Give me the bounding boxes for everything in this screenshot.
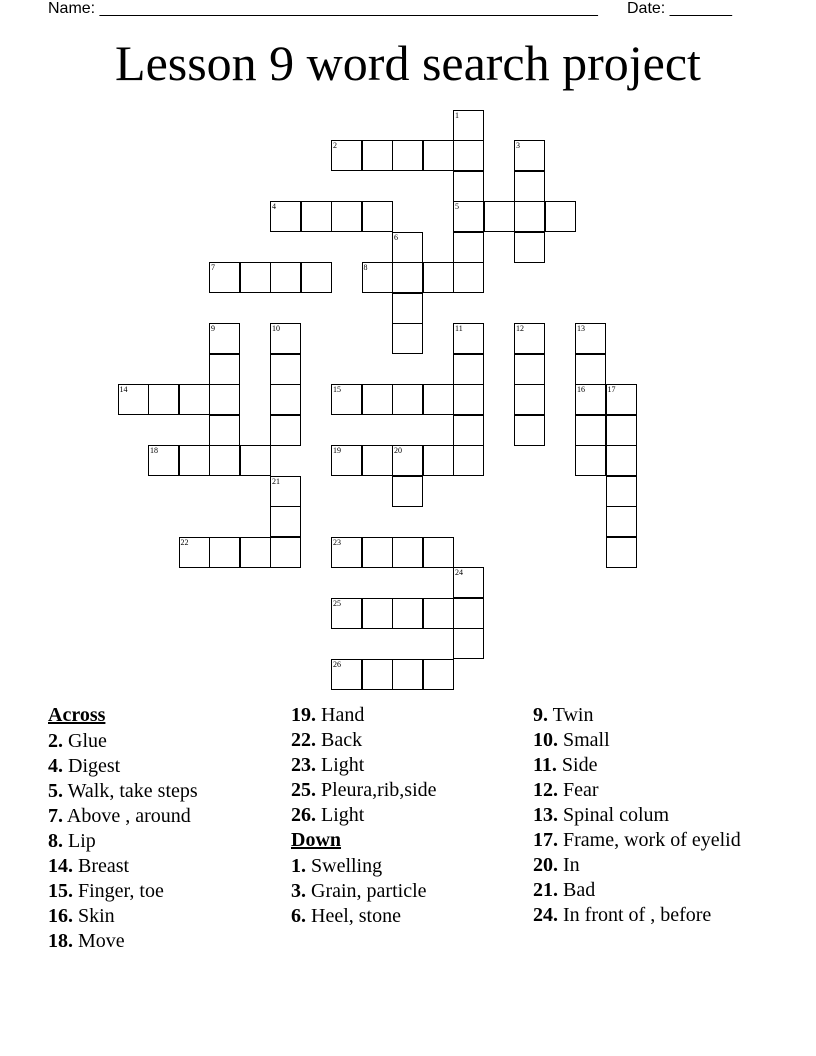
crossword-cell[interactable] [423,445,454,476]
crossword-cell[interactable] [240,537,271,568]
clue-number-label: 3. [291,880,306,902]
crossword-cell[interactable] [179,384,210,415]
clue-number-label: 23. [291,754,316,776]
across-clue [48,855,278,877]
crossword-cell[interactable] [331,140,362,171]
crossword-cell[interactable] [453,140,484,171]
clue-number-label: 12. [533,779,558,801]
crossword-cell[interactable] [392,323,423,354]
crossword-cell[interactable] [606,506,637,537]
down-clue [533,829,763,851]
clue-text: Breast [78,855,130,877]
clue-text: Swelling [311,855,383,877]
clue-text: Hand [321,704,365,726]
crossword-cell[interactable] [240,445,271,476]
clue-text: Skin [78,905,115,927]
clue-number: 20 [394,446,402,455]
crossword-cell[interactable] [423,384,454,415]
crossword-cell[interactable] [514,415,545,446]
across-clue [48,805,278,827]
crossword-cell[interactable] [270,537,301,568]
crossword-cell[interactable] [423,537,454,568]
clue-number-label: 17. [533,829,558,851]
clue-text: Back [321,729,363,751]
clue-number-label: 10. [533,729,558,751]
clue-number-label: 14. [48,855,73,877]
crossword-cell[interactable] [392,445,423,476]
across-clue [291,729,521,751]
crossword-cell[interactable] [331,445,362,476]
crossword-cell[interactable] [209,415,240,446]
crossword-cell[interactable] [606,415,637,446]
crossword-cell[interactable] [179,537,210,568]
clue-text: Fear [563,779,599,801]
crossword-cell[interactable] [148,445,179,476]
crossword-cell[interactable] [362,445,393,476]
clue-number-label: 16. [48,905,73,927]
clue-text: In front of , before [563,904,712,926]
across-clue [291,779,521,801]
crossword-cell[interactable] [270,354,301,385]
clue-text: Walk, take steps [67,780,198,802]
crossword-cell[interactable] [606,384,637,415]
crossword-cell[interactable] [179,445,210,476]
clue-number-label: 21. [533,879,558,901]
crossword-cell[interactable] [392,140,423,171]
down-clue [533,754,763,776]
clue-text: Move [78,930,125,952]
clue-number: 10 [272,324,280,333]
down-clue [533,904,763,926]
down-clue [533,854,763,876]
down-heading: Down [291,829,342,851]
clue-number-label: 4. [48,755,63,777]
across-clue [48,830,278,852]
crossword-cell[interactable] [392,232,423,263]
crossword-cell[interactable] [118,384,149,415]
clue-number: 21 [272,476,280,486]
crossword-cell[interactable] [606,476,637,507]
clue-text: Light [321,754,365,776]
clue-number-label: 25. [291,779,316,801]
crossword-cell[interactable] [606,445,637,476]
clue-column-1 [48,704,278,955]
crossword-cell[interactable] [209,354,240,385]
clue-number-label: 18. [48,930,73,952]
down-clue [533,704,763,726]
header-row [0,0,816,20]
crossword-cell[interactable] [514,140,545,171]
crossword-cell[interactable] [453,354,484,385]
across-clue [48,755,278,777]
clue-number-label: 19. [291,704,316,726]
crossword-cell[interactable] [270,506,301,537]
across-clue [48,730,278,752]
clue-text: Digest [68,755,121,777]
crossword-cell[interactable] [209,445,240,476]
crossword-cell[interactable] [514,171,545,202]
clue-number: 23 [333,537,341,547]
clue-number: 24 [455,568,463,577]
crossword-cell[interactable] [301,201,332,232]
down-clue [533,879,763,901]
clue-number: 1 [455,110,459,120]
crossword-cell[interactable] [331,537,362,568]
crossword-cell[interactable] [392,384,423,415]
across-clue [48,880,278,902]
clue-number: 12 [516,324,524,333]
down-clue [533,729,763,751]
crossword-cell[interactable] [423,140,454,171]
crossword-cell[interactable] [453,262,484,293]
clue-text: Small [563,729,610,751]
crossword-cell[interactable] [453,598,484,629]
crossword-cell[interactable] [484,201,515,232]
clue-number-label: 2. [48,730,63,752]
clue-text: Bad [563,879,596,901]
across-clue [291,704,521,726]
clue-number-label: 11. [533,754,557,776]
crossword-cell[interactable] [606,537,637,568]
crossword-cell[interactable] [270,415,301,446]
clue-number-label: 1. [291,855,306,877]
clue-text: Lip [68,830,96,852]
name-field-label: Name: ________________________________________________________ [48,0,598,17]
crossword-cell[interactable] [514,232,545,263]
clue-number: 4 [272,202,276,211]
clue-number: 7 [211,263,215,272]
crossword-cell[interactable] [423,598,454,629]
crossword-cell[interactable] [209,537,240,568]
clue-number: 18 [150,446,158,455]
clue-number: 6 [394,232,398,242]
crossword-cell[interactable] [270,201,301,232]
down-clue [291,905,521,927]
crossword-cell[interactable] [362,537,393,568]
across-clue [291,804,521,826]
crossword-cell[interactable] [453,415,484,446]
crossword-cell[interactable] [514,384,545,415]
date-field-label: Date: _______ [627,0,732,17]
crossword-cell[interactable] [362,140,393,171]
across-heading: Across [48,704,106,726]
clue-number: 14 [119,385,128,394]
crossword-cell[interactable] [270,262,301,293]
crossword-cell[interactable] [392,476,423,507]
crossword-cell[interactable] [575,445,606,476]
down-clue [533,779,763,801]
crossword-cell[interactable] [362,598,393,629]
across-clue [291,754,521,776]
clue-number: 17 [607,385,616,394]
clue-column-2 [291,704,521,930]
clue-number: 13 [577,324,585,333]
clue-number-label: 15. [48,880,73,902]
clue-text: Heel, stone [311,905,401,927]
crossword-cell[interactable] [392,262,423,293]
clue-number: 19 [333,446,341,455]
crossword-cell[interactable] [362,659,393,690]
clue-text: In [563,854,580,876]
across-clue [48,780,278,802]
crossword-cell[interactable] [270,323,301,354]
clue-text: Twin [552,704,594,726]
crossword-cell[interactable] [575,415,606,446]
crossword-cell[interactable] [423,262,454,293]
clue-number-label: 20. [533,854,558,876]
crossword-cell[interactable] [514,323,545,354]
clue-text: Above , around [66,805,191,827]
crossword-cell[interactable] [392,659,423,690]
clue-number: 25 [333,598,341,608]
clue-text: Frame, work of eyelid [563,829,741,851]
across-clue [48,930,278,952]
crossword-cell[interactable] [362,384,393,415]
crossword-cell[interactable] [453,384,484,415]
crossword-cell[interactable] [453,201,484,232]
clue-number-label: 8. [48,830,63,852]
crossword-cell[interactable] [575,323,606,354]
clue-number: 16 [577,385,585,394]
crossword-cell[interactable] [270,476,301,507]
crossword-cell[interactable] [392,293,423,324]
crossword-cell[interactable] [453,110,484,141]
clue-number: 2 [333,141,337,150]
clue-number: 22 [180,537,189,547]
clue-text: Side [561,754,598,776]
down-clue [291,880,521,902]
crossword-cell[interactable] [453,445,484,476]
clue-number: 11 [455,324,463,333]
crossword-cell[interactable] [148,384,179,415]
clue-number-label: 7. [48,805,63,827]
crossword-cell[interactable] [392,598,423,629]
crossword-cell[interactable] [209,262,240,293]
crossword-cell[interactable] [362,201,393,232]
crossword-cell[interactable] [301,262,332,293]
crossword-cell[interactable] [453,628,484,659]
crossword-cell[interactable] [331,201,362,232]
crossword-cell[interactable] [453,567,484,598]
crossword-cell[interactable] [514,354,545,385]
clue-number: 9 [211,324,215,333]
crossword-cell[interactable] [453,232,484,263]
clue-number: 3 [516,141,520,150]
across-clue [48,905,278,927]
crossword-cell[interactable] [240,262,271,293]
clue-number-label: 5. [48,780,63,802]
crossword-cell[interactable] [575,384,606,415]
crossword-cell[interactable] [331,598,362,629]
crossword-cell[interactable] [453,171,484,202]
clue-column-3 [533,704,763,929]
clue-text: Spinal colum [563,804,670,826]
crossword-cell[interactable] [423,659,454,690]
clue-number: 26 [333,659,341,669]
crossword-cell[interactable] [453,323,484,354]
crossword-cell[interactable] [392,537,423,568]
crossword-cell[interactable] [270,384,301,415]
down-clue [291,855,521,877]
crossword-cell[interactable] [331,659,362,690]
page-title: Lesson 9 word search project [115,35,701,91]
clue-text: Pleura,rib,side [321,779,437,801]
clue-number: 5 [455,202,459,211]
clue-text: Glue [68,730,107,752]
clue-number: 15 [333,385,341,394]
crossword-cell[interactable] [209,384,240,415]
crossword-cell[interactable] [362,262,393,293]
clue-text: Grain, particle [311,880,427,902]
crossword-cell[interactable] [575,354,606,385]
clue-number-label: 24. [533,904,558,926]
clue-number-label: 26. [291,804,316,826]
crossword-cell[interactable] [209,323,240,354]
clue-text: Finger, toe [78,880,164,902]
clue-number-label: 6. [291,905,306,927]
clue-text: Light [321,804,365,826]
clue-number-label: 22. [291,729,316,751]
crossword-cell[interactable] [545,201,576,232]
crossword-cell[interactable] [514,201,545,232]
clue-number: 8 [363,263,368,272]
clue-number-label: 13. [533,804,558,826]
clue-number-label: 9. [533,704,548,726]
down-clue [533,804,763,826]
crossword-cell[interactable] [331,384,362,415]
